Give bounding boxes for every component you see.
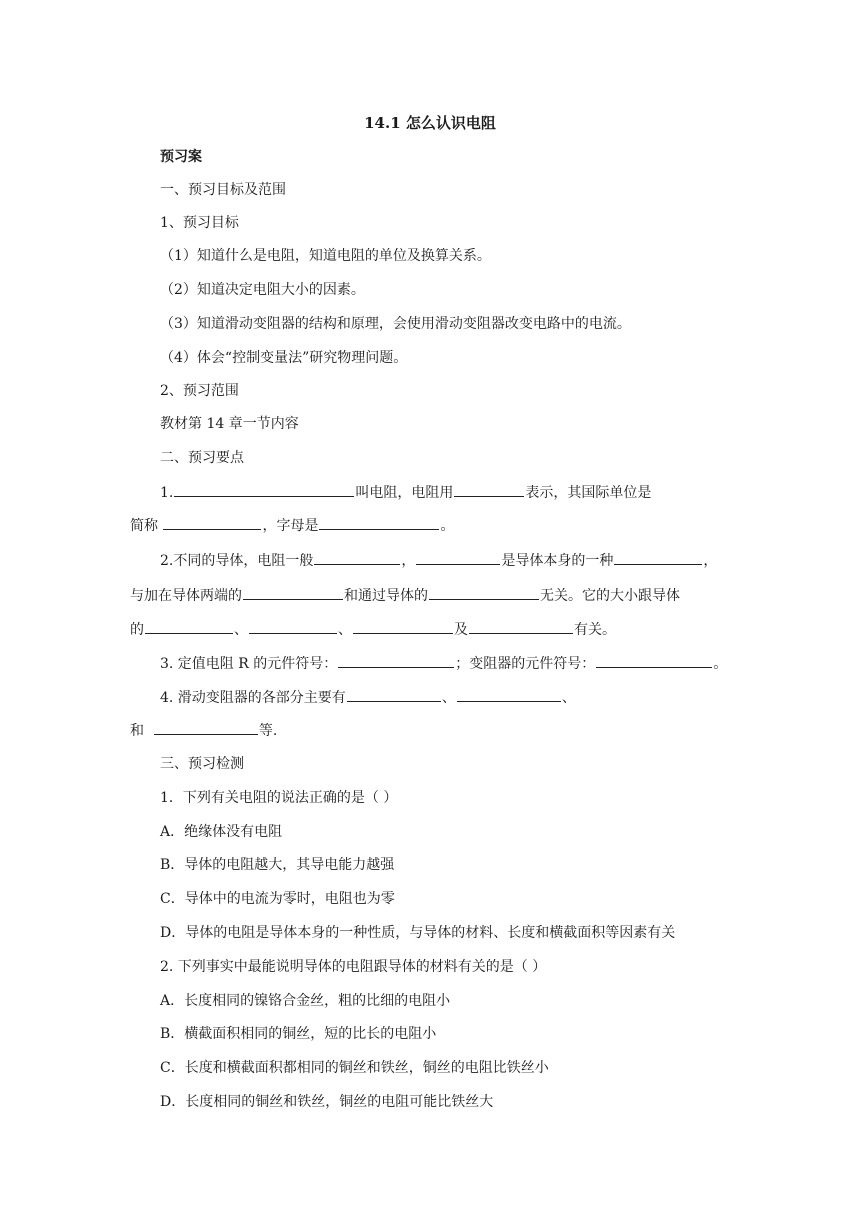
fill-blank[interactable] — [174, 482, 354, 497]
goals-heading: 1、预习目标 — [160, 215, 239, 231]
section2-heading: 二、预习要点 — [160, 450, 244, 466]
question-2-option-d: D．长度相同的铜丝和铁丝，铜丝的电阻可能比铁丝大 — [160, 1094, 494, 1110]
fill-blank[interactable] — [347, 687, 441, 702]
point-4-line-1: 4. 滑动变阻器的各部分主要有 、 、 — [160, 687, 576, 708]
goal-item-4: （4）体会“控制变量法”研究物理问题。 — [160, 350, 408, 366]
point-2-line-2: 与加在导体两端的 和通过导体的 无关。它的大小跟导体 — [130, 585, 680, 606]
fill-blank[interactable] — [469, 619, 573, 634]
question-1-option-b: B．导体的电阻越大，其导电能力越强 — [160, 857, 395, 873]
question-2-option-c: C．长度和横截面积都相同的铜丝和铁丝，铜丝的电阻比铁丝小 — [160, 1060, 549, 1076]
range-heading: 2、预习范围 — [160, 383, 239, 399]
fill-blank[interactable] — [429, 585, 539, 600]
point-2-line-3: 的 、 、 及 有关。 — [130, 619, 616, 640]
preview-label: 预习案 — [160, 149, 202, 165]
goal-item-1: （1）知道什么是电阻，知道电阻的单位及换算关系。 — [160, 248, 491, 264]
fill-blank[interactable] — [353, 619, 453, 634]
goal-item-2: （2）知道决定电阻大小的因素。 — [160, 282, 365, 298]
fill-blank[interactable] — [454, 482, 524, 497]
fill-blank[interactable] — [163, 515, 261, 530]
fill-blank[interactable] — [338, 653, 454, 668]
question-1-option-a: A．绝缘体没有电阻 — [160, 824, 283, 840]
fill-blank[interactable] — [243, 585, 343, 600]
fill-blank[interactable] — [249, 619, 337, 634]
range-text: 教材第 14 章一节内容 — [160, 416, 299, 432]
section3-heading: 三、预习检测 — [160, 756, 244, 772]
point-3-line: 3. 定值电阻 R 的元件符号： ；变阻器的元件符号： 。 — [160, 653, 727, 674]
point-4-line-2: 和 等. — [130, 720, 277, 741]
fill-blank[interactable] — [614, 550, 702, 565]
section1-heading: 一、预习目标及范围 — [160, 182, 286, 198]
goal-item-3: （3）知道滑动变阻器的结构和原理，会使用滑动变阻器改变电路中的电流。 — [160, 316, 631, 332]
fill-blank[interactable] — [319, 515, 439, 530]
fill-blank[interactable] — [145, 619, 233, 634]
question-1: 1．下列有关电阻的说法正确的是（ ） — [160, 790, 398, 806]
point-2-line-1: 2.不同的导体，电阻一般 ， 是导体本身的一种 ， — [160, 550, 717, 571]
point-1-line-1: 1. 叫电阻，电阻用 表示，其国际单位是 — [160, 482, 651, 503]
question-1-option-d: D．导体的电阻是导体本身的一种性质，与导体的材料、长度和横截面积等因素有关 — [160, 925, 676, 941]
page-title: 14.1 怎么认识电阻 — [364, 114, 496, 132]
fill-blank[interactable] — [154, 720, 258, 735]
question-2-option-a: A．长度相同的镍铬合金丝，粗的比细的电阻小 — [160, 993, 451, 1009]
fill-blank[interactable] — [314, 550, 400, 565]
question-2-option-b: B．横截面积相同的铜丝，短的比长的电阻小 — [160, 1026, 437, 1042]
fill-blank[interactable] — [457, 687, 561, 702]
fill-blank[interactable] — [596, 653, 712, 668]
question-1-option-c: C．导体中的电流为零时，电阻也为零 — [160, 891, 395, 907]
point-1-line-2: 简称 ，字母是 。 — [130, 515, 454, 536]
question-2: 2. 下列事实中最能说明导体的电阻跟导体的材料有关的是（ ） — [160, 959, 547, 975]
fill-blank[interactable] — [416, 550, 500, 565]
